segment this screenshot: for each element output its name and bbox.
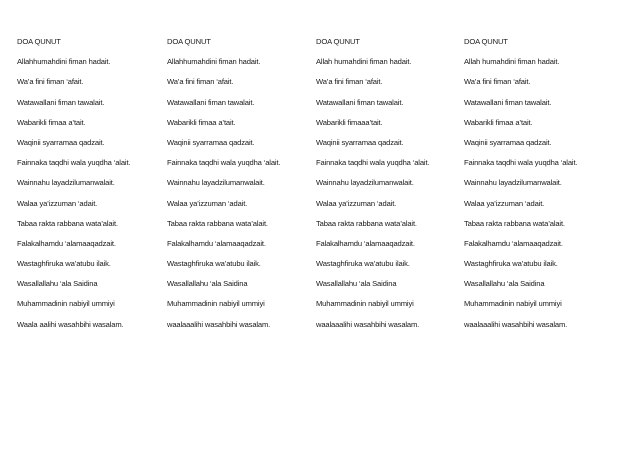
prayer-line: Waqinii syarramaa qadzait. — [464, 137, 552, 147]
prayer-line: Wasallallahu ‘ala Saidina — [17, 279, 98, 289]
doa-title: DOA QUNUT — [167, 37, 211, 46]
doa-title: DOA QUNUT — [316, 37, 360, 46]
prayer-line: waalaaalihi wasahbihi wasalam. — [464, 319, 568, 329]
prayer-line: Wa’a fini fiman ‘afait. — [316, 77, 383, 87]
prayer-line: Walaa ya’izzuman ‘adait. — [17, 198, 98, 208]
prayer-line: Allah humahdini fiman hadait. — [464, 57, 560, 67]
doa-qunut-column-2 — [167, 37, 317, 340]
prayer-line: Wasallallahu ‘ala Saidina — [464, 279, 545, 289]
prayer-line: Wabarikli fimaaa’tait. — [316, 117, 383, 127]
prayer-line: Watawallani fiman tawalait. — [17, 97, 105, 107]
prayer-line: Wasallallahu ‘ala Saidina — [316, 279, 397, 289]
prayer-line: Fainnaka taqdhi wala yuqdha ‘alait. — [316, 158, 430, 168]
prayer-line: Wa’a fini fiman ‘afait. — [464, 77, 531, 87]
prayer-line: Wastaghfiruka wa’atubu ilaik. — [167, 259, 261, 269]
prayer-line: Waala aalihi wasahbihi wasalam. — [17, 319, 124, 329]
prayer-line: Falakalhamdu ‘alamaaqadzait. — [17, 238, 116, 248]
prayer-line: Muhammadinin nabiyil ummiyi — [167, 299, 265, 309]
prayer-line: Falakalhamdu ‘alamaaqadzait. — [464, 238, 563, 248]
prayer-line: Wabarikli fimaa a’tait. — [17, 117, 86, 127]
prayer-line: Fainnaka taqdhi wala yuqdha ‘alait. — [464, 158, 578, 168]
prayer-line: Allah humahdini fiman hadait. — [316, 57, 412, 67]
prayer-line: Muhammadinin nabiyil ummiyi — [17, 299, 115, 309]
prayer-line: Waqinii syarramaa qadzait. — [17, 137, 105, 147]
prayer-line: Tabaa rakta rabbana wata’alait. — [17, 218, 118, 228]
prayer-line: Allahhumahdini fiman hadait. — [17, 57, 111, 67]
prayer-line: Wainnahu layadzilumanwalait. — [464, 178, 562, 188]
doa-qunut-column-4 — [464, 37, 614, 340]
prayer-line: Walaa ya’izzuman ‘adait. — [316, 198, 397, 208]
prayer-line: Wainnahu layadzilumanwalait. — [17, 178, 115, 188]
prayer-line: Wastaghfiruka wa’atubu ilaik. — [316, 259, 410, 269]
prayer-line: Wa’a fini fiman ‘afait. — [17, 77, 84, 87]
prayer-line: Tabaa rakta rabbana wata’alait. — [167, 218, 268, 228]
doa-qunut-column-3 — [316, 37, 466, 340]
doa-title: DOA QUNUT — [464, 37, 508, 46]
prayer-line: Wastaghfiruka wa’atubu ilaik. — [464, 259, 558, 269]
prayer-line: Wasallallahu ‘ala Saidina — [167, 279, 248, 289]
prayer-line: Walaa ya’izzuman ‘adait. — [167, 198, 248, 208]
prayer-line: Watawallani fiman tawalait. — [464, 97, 552, 107]
prayer-line: Fainnaka taqdhi wala yuqdha ‘alait. — [167, 158, 281, 168]
prayer-line: Muhammadinin nabiyil ummiyi — [316, 299, 414, 309]
prayer-line: waalaaalihi wasahbihi wasalam. — [316, 319, 420, 329]
doa-title: DOA QUNUT — [17, 37, 61, 46]
prayer-line: Muhammadinin nabiyil ummiyi — [464, 299, 562, 309]
prayer-line: waalaaalihi wasahbihi wasalam. — [167, 319, 271, 329]
prayer-line: Waqinii syarramaa qadzait. — [167, 137, 255, 147]
prayer-line: Wainnahu layadzilumanwalait. — [316, 178, 414, 188]
prayer-line: Walaa ya’izzuman ‘adait. — [464, 198, 545, 208]
prayer-line: Wabarikli fimaa a’tait. — [167, 117, 236, 127]
prayer-line: Wainnahu layadzilumanwalait. — [167, 178, 265, 188]
prayer-line: Tabaa rakta rabbana wata’alait. — [464, 218, 565, 228]
prayer-line: Wastaghfiruka wa’atubu ilaik. — [17, 259, 111, 269]
prayer-line: Falakalhamdu ‘alamaaqadzait. — [167, 238, 266, 248]
prayer-line: Waqinii syarramaa qadzait. — [316, 137, 404, 147]
prayer-line: Fainnaka taqdhi wala yuqdha ‘alait. — [17, 158, 131, 168]
prayer-line: Watawallani fiman tawalait. — [167, 97, 255, 107]
prayer-line: Allahhumahdini fiman hadait. — [167, 57, 261, 67]
prayer-line: Falakalhamdu ‘alamaaqadzait. — [316, 238, 415, 248]
prayer-line: Wabarikli fimaa a’tait. — [464, 117, 533, 127]
doa-qunut-column-1 — [17, 37, 167, 340]
prayer-line: Wa’a fini fiman ‘afait. — [167, 77, 234, 87]
prayer-line: Tabaa rakta rabbana wata’alait. — [316, 218, 417, 228]
prayer-line: Watawallani fiman tawalait. — [316, 97, 404, 107]
